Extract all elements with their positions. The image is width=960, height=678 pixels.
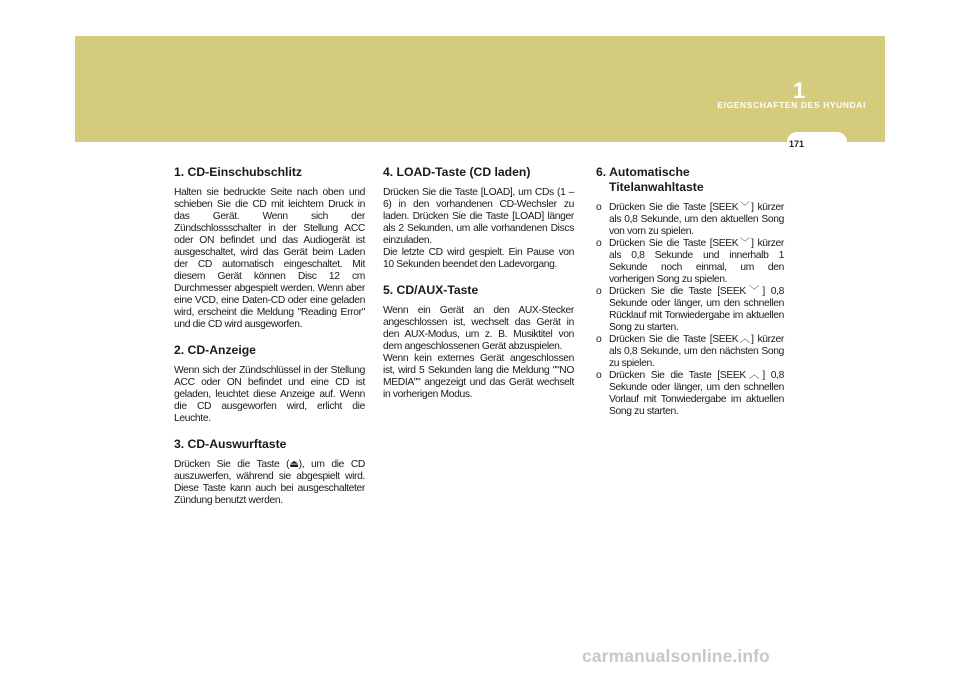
page-number: 171 — [789, 139, 805, 149]
column-left — [174, 165, 365, 507]
list-item: o Drücken Sie die Taste [SEEK︿] 0,8 Sekunde oder länger, um den schnellen Vorlauf mit Tonwiedergabe im aktuellen Song zu starten. — [596, 370, 784, 417]
seek-down-icon: ﹀ — [738, 202, 752, 213]
list-item: o Drücken Sie die Taste [SEEK﹀] kürzer als 0,8 Sekunde, um den aktuellen Song von vorn zu spielen. — [596, 202, 785, 237]
column-right — [596, 165, 784, 418]
section-title-eject: 3. CD-Auswurftaste — [174, 437, 287, 451]
section-body-cd-indicator: Wenn sich der Zündschlüssel in der Stellung ACC oder ON befindet und eine CD ist geladen, leuchtet diese Anzeige auf. Wenn die CD ausgeworfen wird, erlicht die Leuchte. — [174, 365, 365, 424]
seek-up-icon: ︿ — [738, 334, 752, 345]
section-body-load: Drücken Sie die Taste [LOAD], um CDs (1 – 6) in den vorhandenen CD-Wechsler zu laden. Drücken Sie die Taste [LOAD] länger als 2 Sekunden, um alle vorhandenen Discs einzuladen. Die letzte CD wird gespielt. Ein Pause von 10 Sekunden beendet den Ladevorgang. — [383, 187, 574, 270]
eject-icon: ⏏ — [289, 459, 299, 470]
section-title-seek: 6. Automatische Titelanwahltaste — [596, 165, 704, 194]
section-title-cd-slot: 1. CD-Einschubschlitz — [174, 165, 302, 179]
header-band — [75, 36, 885, 142]
seek-up-icon: ︿ — [745, 370, 763, 381]
watermark-link[interactable]: carmanualsonline.info — [582, 646, 770, 666]
chapter-label: EIGENSCHAFTEN DES HYUNDAI — [717, 100, 866, 110]
list-item: o Drücken Sie die Taste [SEEK﹀] kürzer als 0,8 Sekunde und innerhalb 1 Sekunde noch einmal, um den vorherigen Song zu spielen. — [596, 238, 785, 285]
list-item: o Drücken Sie die Taste [SEEK︿] kürzer als 0,8 Sekunde, um den nächsten Song zu spielen. — [596, 334, 785, 369]
seek-down-icon: ﹀ — [738, 238, 752, 249]
section-body-eject: Drücken Sie die Taste (⏏), um die CD auszuwerfen, während sie abgespielt wird. Diese Taste kann auch bei ausgeschalteter Zündung benutzt werden. — [174, 459, 366, 506]
section-title-cd-indicator: 2. CD-Anzeige — [174, 343, 256, 357]
list-item: o Drücken Sie die Taste [SEEK﹀] 0,8 Sekunde oder länger, um den schnellen Rücklauf mit Tonwiedergabe im aktuellen Song zu starten. — [596, 286, 784, 333]
section-body-cd-aux: Wenn ein Gerät an den AUX-Stecker angeschlossen ist, wechselt das Gerät in den AUX-Modus, um z. B. Musiktitel von dem angeschlossenen Gerät abzuspielen. Wenn kein externes Gerät angeschlossen ist, wird 5 Sekunden lang die Meldung ""NO MEDIA"" angezeigt und das Gerät wechselt in vorherigen Modus. — [383, 305, 574, 400]
chapter-number: 1 — [793, 78, 806, 103]
column-middle — [383, 165, 574, 401]
section-title-cd-aux: 5. CD/AUX-Taste — [383, 283, 479, 297]
section-body-cd-slot: Halten sie bedruckte Seite nach oben und schieben Sie die CD mit leichtem Druck in das Gerät. Wenn sich der Zündschlossschalter in der Stellung ACC oder ON befindet und das Audiogerät ist ausgeschaltet, wird das Gerät beim Laden der CD automatisch eingeschaltet. Mit diesem Gerät können Disc 12 cm Durchmesser abgespielt werden. Wenn aber eine VCD, eine Daten-CD oder eine geladen wird, erscheint die Meldung "Reading Error" und die CD wird ausgeworfen. — [174, 187, 365, 330]
section-title-load: 4. LOAD-Taste (CD laden) — [383, 165, 531, 179]
seek-down-icon: ﹀ — [745, 286, 763, 297]
